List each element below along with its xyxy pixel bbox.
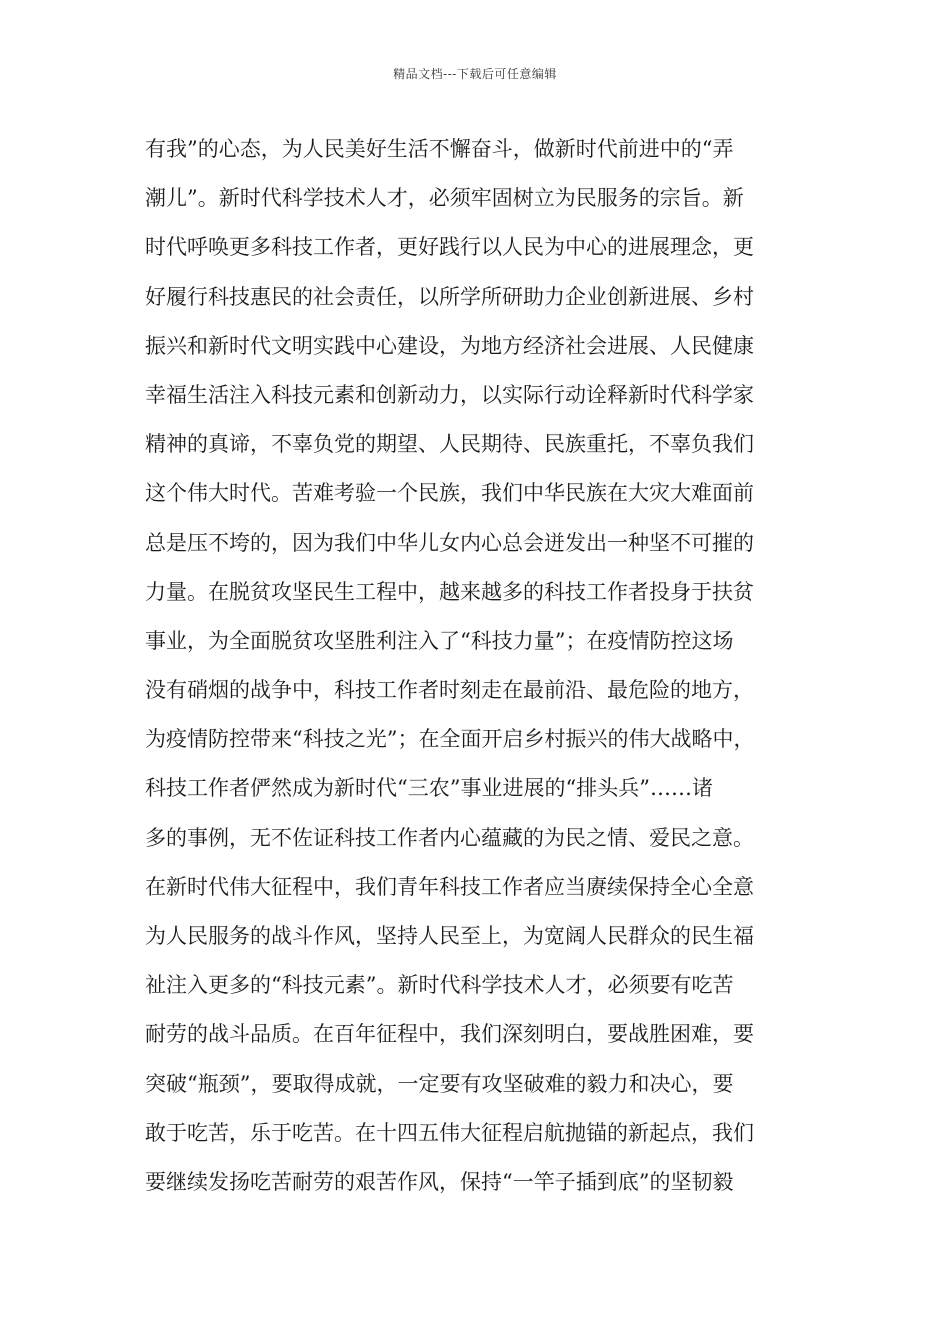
body-line-12: 没有硝烟的战争中，科技工作者时刻走在最前沿、最危险的地方，: [145, 678, 754, 703]
body-line-18: 祉注入更多的“科技元素”。新时代科学技术人才，必须要有吃苦: [145, 973, 734, 998]
body-line-19: 耐劳的战斗品质。在百年征程中，我们深刻明白，要战胜困难，要: [145, 1022, 754, 1047]
body-line-2: 潮儿”。新时代科学技术人才，必须牢固树立为民服务的宗旨。新: [145, 186, 744, 211]
body-line-11: 事业，为全面脱贫攻坚胜利注入了“科技力量”；在疫情防控这场: [145, 628, 734, 653]
body-line-5: 振兴和新时代文明实践中心建设，为地方经济社会进展、人民健康: [145, 333, 754, 358]
body-line-9: 总是压不垮的，因为我们中华儿女内心总会迸发出一种坚不可摧的: [145, 530, 754, 555]
body-line-7: 精神的真谛，不辜负党的期望、人民期待、民族重托，不辜负我们: [145, 432, 754, 457]
body-line-10: 力量。在脱贫攻坚民生工程中，越来越多的科技工作者投身于扶贫: [145, 579, 754, 604]
body-line-16: 在新时代伟大征程中，我们青年科技工作者应当赓续保持全心全意: [145, 874, 754, 899]
page-header: 精品文档---下载后可任意编辑: [393, 67, 557, 81]
body-line-1: 有我”的心态，为人民美好生活不懈奋斗，做新时代前进中的“弄: [145, 137, 734, 161]
body-line-14: 科技工作者俨然成为新时代“三农”事业进展的“排头兵”……诸: [145, 776, 713, 801]
body-line-8: 这个伟大时代。苦难考验一个民族，我们中华民族在大灾大难面前: [145, 481, 754, 506]
body-line-13: 为疫情防控带来“科技之光”；在全面开启乡村振兴的伟大战略中，: [145, 727, 755, 752]
body-line-22: 要继续发扬吃苦耐劳的艰苦作风，保持“一竿子插到底”的坚韧毅: [145, 1169, 734, 1194]
document-body: [145, 125, 815, 1207]
body-line-17: 为人民服务的战斗作风，坚持人民至上，为宽阔人民群众的民生福: [145, 924, 754, 948]
body-line-21: 敢于吃苦，乐于吃苦。在十四五伟大征程启航抛锚的新起点，我们: [145, 1120, 754, 1145]
body-line-20: 突破“瓶颈”，要取得成就，一定要有攻坚破难的毅力和决心，要: [145, 1071, 734, 1096]
body-line-15: 多的事例，无不佐证科技工作者内心蕴藏的为民之情、爱民之意。: [145, 825, 754, 850]
body-line-4: 好履行科技惠民的社会责任，以所学所研助力企业创新进展、乡村: [145, 284, 754, 309]
body-line-3: 时代呼唤更多科技工作者，更好践行以人民为中心的进展理念，更: [145, 235, 754, 260]
body-line-6: 幸福生活注入科技元素和创新动力，以实际行动诠释新时代科学家: [145, 382, 754, 407]
